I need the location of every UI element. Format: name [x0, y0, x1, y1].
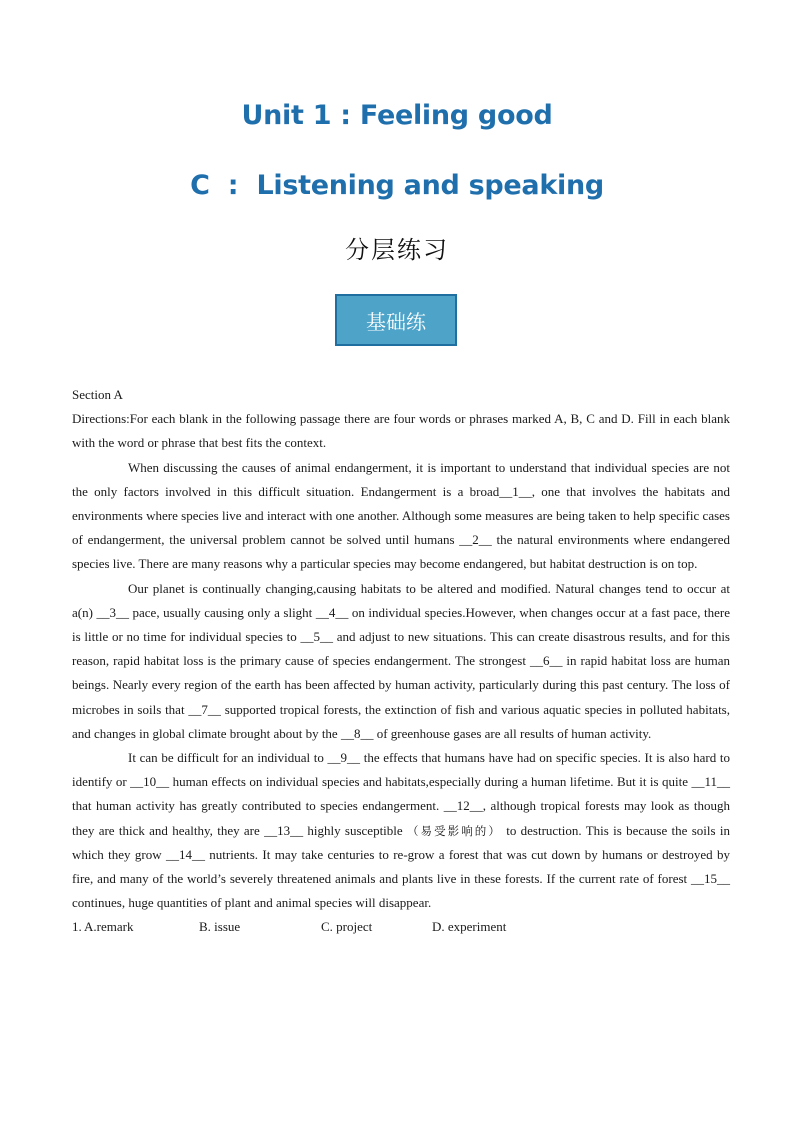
section-label: Section A	[72, 387, 123, 402]
page-subtitle: 分层练习	[345, 236, 449, 264]
passage-paragraph-3	[72, 746, 730, 915]
directions: Directions:For each blank in the following passage there are four words or phrases marked A, B, C and D. Fill in each blank with the word or phrase that best fits the context.	[72, 411, 730, 451]
option-b: B. issue	[199, 919, 241, 935]
section-title: C : Listening and speaking	[190, 170, 604, 201]
passage-paragraph-3-part-2: to destruction. This is because the soils in which they grow __14__ nutrients. It may take centuries to re-grow a forest that was cut down by humans or destroyed by fire, and many of the world’s severely threatened animals and plants live in these forests. If the current rate of forest __15__ continues, huge quantities of plant and animal species will disappear.	[72, 822, 731, 911]
passage-paragraph-2: Our planet is continually changing,causing habitats to be altered and modified. Natural changes tend to occur at a(n) __3__ pace, usually causing only a slight __4__ on individual species.However, when changes occur at a fast pace, there is little or no time for individual species to __5__ and adjust to new situations. This can create disastrous results, and for this reason, rapid habitat loss is the primary cause of species endangerment. The strongest __6__ in rapid habitat loss are human beings. Nearly every region of the earth has been affected by human activity, particularly during this past century. The loss of microbes in soils that __7__ supported tropical forests, the extinction of fish and various aquatic species in polluted habitats, and changes in global climate brought about by the __8__ of greenhouse gases are all results of human activity.	[72, 580, 730, 741]
unit-title: Unit 1 : Feeling good	[241, 100, 553, 131]
option-a: A.remark	[84, 919, 134, 935]
question-1	[72, 915, 730, 939]
level-badge: 基础练	[335, 294, 457, 346]
passage-paragraph-3-part-1: It can be difficult for an individual to __9__ the effects that humans have had on specific species. It is also hard to identify or __10__ human effects on individual species and habitats,especially during a human lifetime. But it is quite __11__ that human activity has greatly contributed to species endangerment. __12__, although tropical forests may look as though they are thick and healthy, they are __13__ highly susceptible	[72, 750, 730, 838]
chinese-gloss: （易受影响的）	[407, 823, 502, 838]
question-number: 1.	[72, 919, 82, 935]
option-d: D. experiment	[432, 919, 507, 935]
passage-paragraph-1: When discussing the causes of animal endangerment, it is important to understand that individual species are not the only factors involved in this difficult situation. Endangerment is a broad__1__, one that involves the habitats and environments where species live and interact with one another. Although some measures are being taken to help specific cases of endangerment, the universal problem cannot be solved until humans __2__ the natural environments where endangered species live. There are many reasons why a particular species may become endangered, but habitat destruction is on top.	[72, 459, 730, 572]
document-body	[72, 383, 730, 940]
option-c: C. project	[321, 919, 373, 935]
